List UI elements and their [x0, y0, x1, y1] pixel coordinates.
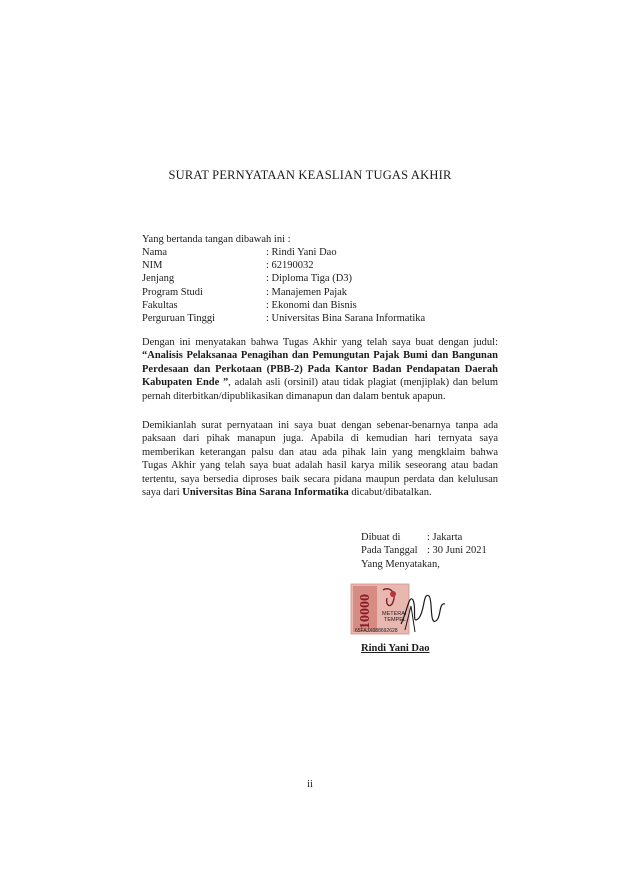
intro-line: Yang bertanda tangan dibawah ini : [142, 234, 291, 245]
stamp-label-tempel: TEMPEL [384, 617, 407, 623]
identity-value: : Manajemen Pajak [266, 286, 348, 298]
signer-name: Rindi Yani Dao [361, 643, 430, 654]
statement-lead: Dengan ini menyatakan bahwa Tugas Akhir yang telah saya buat dengan judul: [142, 337, 498, 348]
declaration-body: Demikianlah surat pernyataan ini saya buat dengan sebenar-benarnya tanpa ada paksaan dari pihak manapun juga. Apabila di kemudian hari ternyata saya memberikan keterangan palsu dan atau ada pihak lain yang mengklaim bahwa Tugas Akhir yang telah saya buat adalah hasil karya milik seseorang atau badan tertentu, saya bersedia diproses baik secara pidana maupun perdata dan kelulusan saya dari [142, 420, 498, 499]
place-label: Dibuat di [361, 532, 401, 543]
identity-row-jenjang [142, 272, 425, 285]
identity-row-nim [142, 259, 425, 272]
statement-tail: , adalah asli (orsinil) atau tidak plagiat (menjiplak) dan belum pernah diterbitkan/dipublikasikan dimanapun dan dalam bentuk apapun. [142, 377, 498, 402]
identity-label: Program Studi [142, 286, 203, 298]
identity-value: : Ekonomi dan Bisnis [266, 299, 357, 311]
university-name: Universitas Bina Sarana Informatika [182, 487, 349, 499]
identity-row-name [142, 246, 425, 259]
place-row [361, 531, 487, 544]
stamp-emblem-dot [390, 591, 396, 597]
identity-value: : Universitas Bina Sarana Informatika [266, 312, 426, 324]
identity-label: Jenjang [142, 273, 175, 285]
date-value: : 30 Juni 2021 [427, 545, 487, 557]
identity-label: NIM [142, 260, 163, 272]
page-number: ii [307, 779, 313, 790]
statement-paragraph [142, 336, 498, 403]
document-title: SURAT PERNYATAAN KEASLIAN TUGAS AKHIR [168, 168, 452, 182]
identity-table [142, 246, 425, 325]
identity-value: : Diploma Tiga (D3) [266, 273, 353, 285]
closing-row [361, 558, 487, 571]
identity-row-program-studi [142, 286, 425, 299]
identity-row-fakultas [142, 299, 425, 312]
place-value: : Jakarta [427, 532, 463, 543]
identity-label: Perguruan Tinggi [142, 312, 216, 324]
identity-label: Nama [142, 247, 168, 258]
signature-block [361, 531, 487, 571]
thesis-title: “Analisis Pelaksanaa Penagihan dan Pemungutan Pajak Bumi dan Bangunan Perdesaan dan Perkotaan (PBB-2) Pada Kantor Badan Pendapatan Daerah Kabupaten Ende ” [142, 350, 498, 389]
declaration-end: dicabut/dibatalkan. [351, 487, 432, 499]
identity-value: : 62190032 [266, 260, 314, 272]
identity-row-perguruan-tinggi [142, 312, 425, 325]
identity-value: : Rindi Yani Dao [266, 247, 337, 258]
identity-label: Fakultas [142, 299, 178, 311]
revenue-stamp-with-signature [349, 582, 447, 637]
closing-text: Yang Menyatakan, [361, 558, 440, 570]
declaration-paragraph [142, 419, 498, 499]
date-label: Pada Tanggal [361, 545, 418, 557]
stamp-label-metarai: METERAI [382, 611, 407, 617]
stamp-serial: 65FAJX088692628 [355, 628, 398, 634]
stamp-value-text: 10000 [358, 594, 373, 629]
date-row [361, 544, 487, 557]
